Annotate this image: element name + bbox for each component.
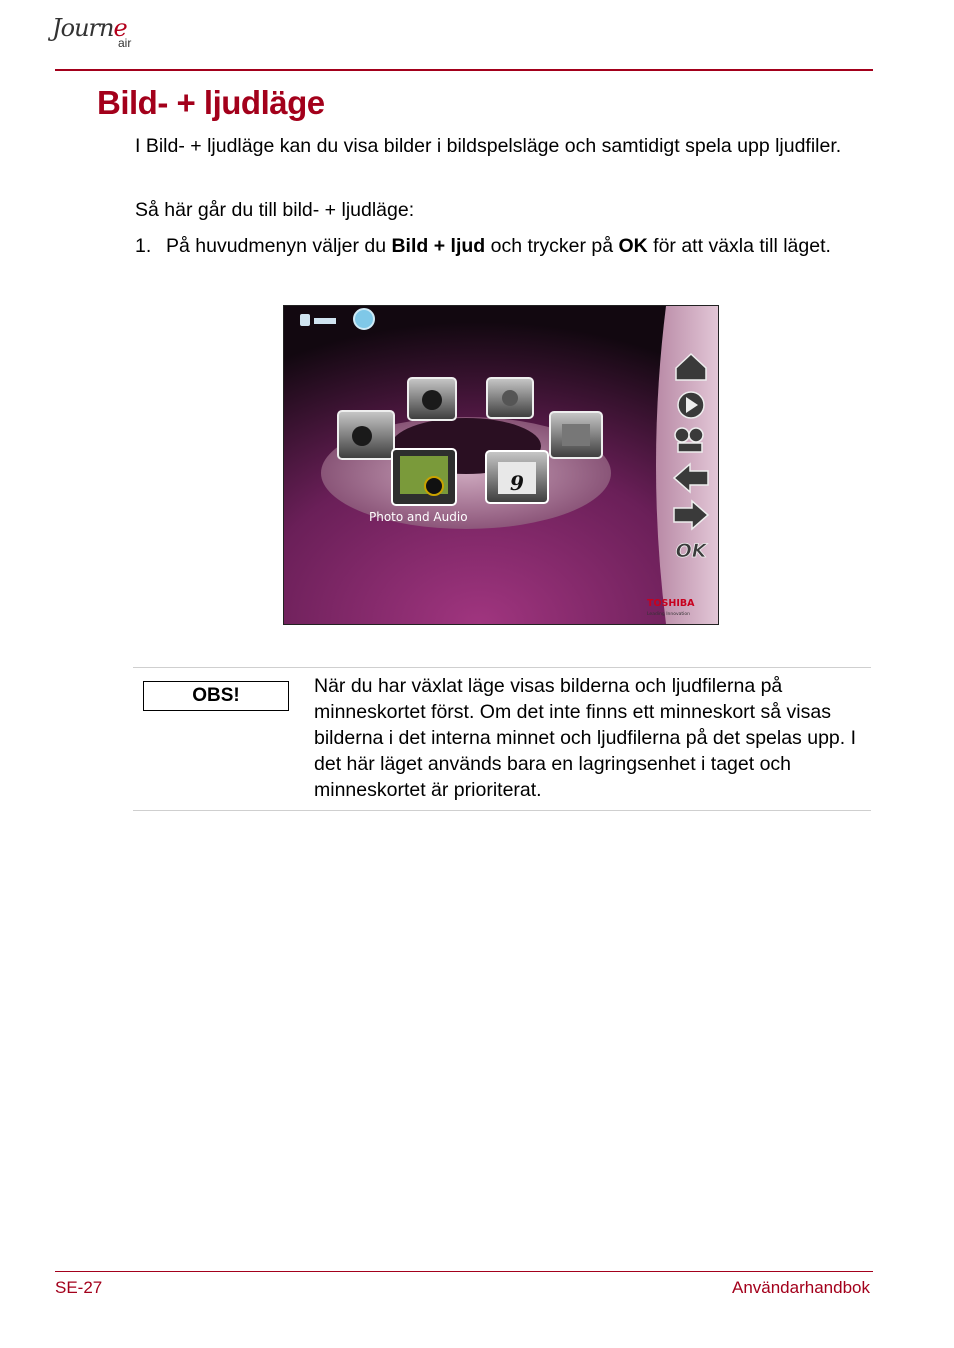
side-panel [656, 306, 718, 624]
header-rule [55, 69, 873, 71]
menu-item-name: Bild + ljud [391, 235, 486, 257]
selected-mode-label: Photo and Audio [369, 510, 468, 524]
note-text: När du har växlat läge visas bilderna och ljudfilerna på minneskortet först. Om det inte finns ett minneskort så visas bilderna i det interna minnet och ljudfilerna på det spelas upp. I det här läget används bara en lagringsenhet i taget och minneskortet är prioriterat. [314, 675, 857, 801]
note-bottom-rule [133, 810, 871, 811]
logo-script: Journe [52, 14, 127, 42]
logo-sub: air [118, 36, 132, 50]
toshiba-brand: TOSHIBA [647, 598, 695, 609]
step-number: 1. [135, 235, 152, 257]
note-top-rule [133, 667, 871, 668]
settings-icon[interactable] [487, 378, 533, 418]
step-text: På huvudmenyn väljer du Bild + ljud och trycker på OK för att växla till läget. [166, 235, 831, 257]
photo-icon[interactable] [550, 412, 602, 458]
ok-button[interactable]: OK [675, 540, 707, 562]
device-screenshot [283, 305, 719, 625]
ok-key-name: OK [618, 235, 648, 257]
photo-and-audio-icon[interactable] [392, 449, 456, 505]
obs-label: OBS! [143, 681, 289, 711]
intro-paragraph: I Bild- + ljudläge kan du visa bilder i bildspelsläge och samtidigt spela upp ljudfiler. [135, 135, 842, 157]
music-icon[interactable] [408, 378, 456, 420]
manual-name: Användarhandbok [731, 1278, 870, 1297]
menu-screen-art [284, 306, 718, 624]
footer-rule [55, 1271, 873, 1272]
page-number: SE-27 [55, 1278, 103, 1297]
howto-paragraph: Så här går du till bild- + ljudläge: [135, 199, 415, 221]
play-icon[interactable] [678, 392, 704, 418]
journe-air-logo [52, 14, 142, 64]
video-icon[interactable] [338, 411, 394, 459]
calendar-icon[interactable] [486, 451, 548, 503]
calendar-digit: 9 [510, 471, 524, 495]
page-title: Bild- + ljudläge [97, 84, 325, 121]
brand-tagline: Leading Innovation [647, 612, 691, 617]
